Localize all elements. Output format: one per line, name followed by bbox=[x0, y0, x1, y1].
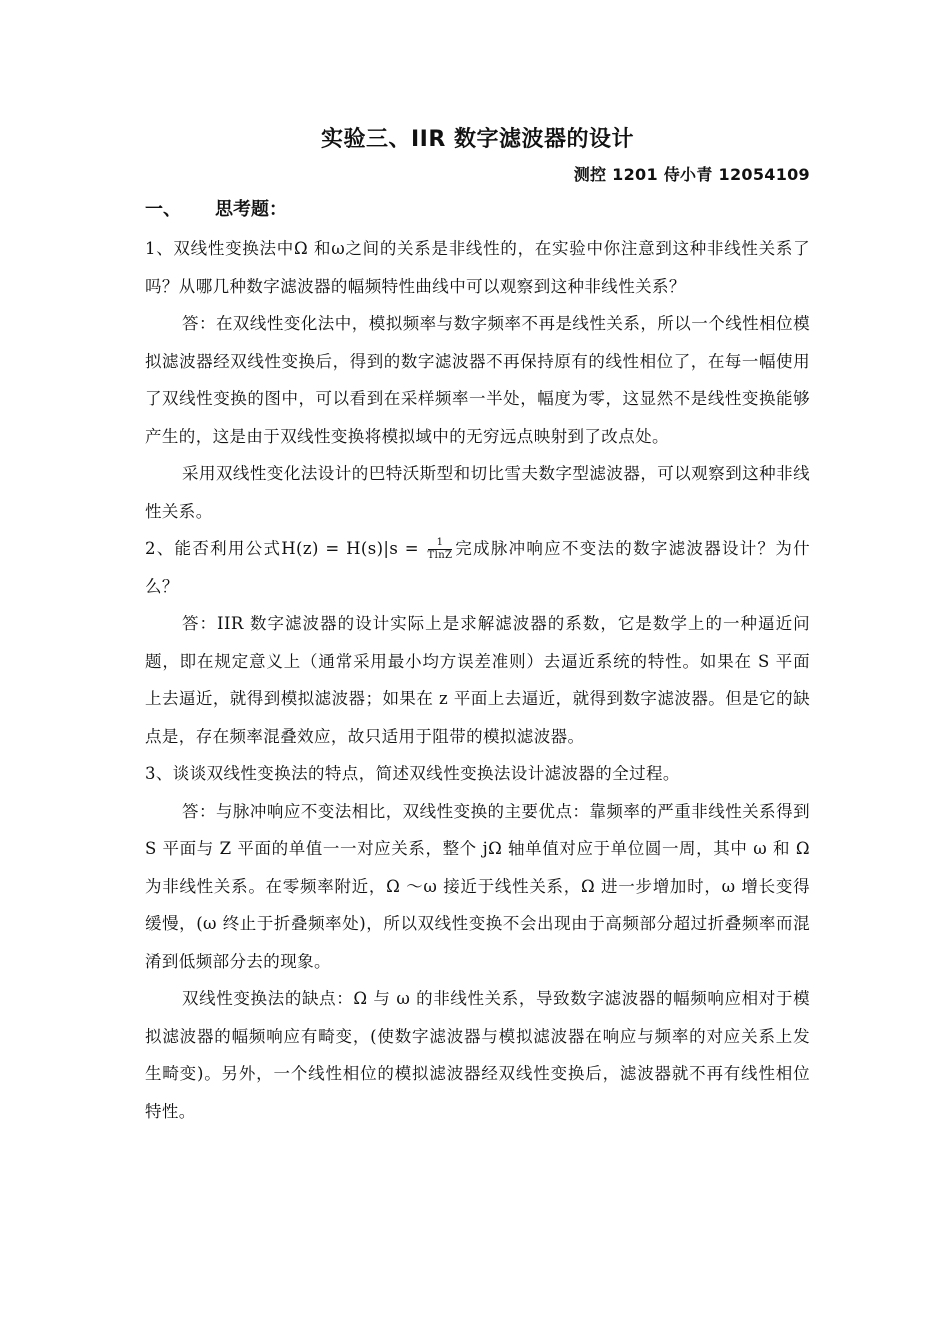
answer-1-paragraph-2: 采用双线性变化法设计的巴特沃斯型和切比雪夫数字型滤波器，可以观察到这种非线性关系。 bbox=[145, 464, 810, 521]
section-number: 一、 bbox=[145, 199, 181, 220]
question-3: 3、谈谈双线性变换法的特点，简述双线性变换法设计滤波器的全过程。 bbox=[145, 764, 680, 783]
section-title: 思考题： bbox=[215, 199, 287, 220]
answer-3-paragraph-1: 答：与脉冲响应不变法相比，双线性变换的主要优点：靠频率的严重非线性关系得到 S 平面与 Z 平面的单值一一对应关系，整个 jΩ 轴单值对应于单位圆一周，其中 ω 和 Ω 为非线性关系。在零频率附近，Ω ～ω 接近于线性关系，Ω 进一步增加时，ω 增长变得缓慢，(ω 终止于折叠频率处)，所以双线性变换不会出现由于高频部分超过折叠频率而混淆到低频部分去的现象。 bbox=[145, 801, 810, 971]
question-2-suffix: 完成脉冲响应不变法的数字滤波器设计？为什么？ bbox=[145, 539, 811, 596]
fraction-denominator: TlnZ bbox=[427, 550, 453, 561]
question-2 bbox=[145, 530, 810, 605]
formula-fraction bbox=[428, 537, 453, 562]
fraction-numerator: 1 bbox=[428, 537, 453, 550]
answer-3-paragraph-2: 双线性变换法的缺点：Ω 与 ω 的非线性关系，导致数字滤波器的幅频响应相对于模拟滤波器的幅频响应有畸变，(使数字滤波器与模拟滤波器在响应与频率的对应关系上发生畸变)。另外，一个线性相位的模拟滤波器经双线性变换后，滤波器就不再有线性相位特性。 bbox=[145, 989, 810, 1121]
author-line: 测控 1201 侍小青 12054109 bbox=[573, 165, 810, 184]
document-page bbox=[145, 120, 810, 1130]
question-2-formula: H(z) = H(s)|s = bbox=[281, 539, 426, 558]
answer-1-paragraph-1: 答：在双线性变化法中，模拟频率与数字频率不再是线性关系，所以一个线性相位模拟滤波器经双线性变换后，得到的数字滤波器不再保持原有的线性相位了，在每一幅使用了双线性变换的图中，可以看到在采样频率一半处，幅度为零，这显然不是线性变换能够产生的，这是由于双线性变换将模拟域中的无穷远点映射到了改点处。 bbox=[145, 314, 810, 446]
section-heading bbox=[145, 190, 810, 230]
question-1: 1、双线性变换法中Ω 和ω之间的关系是非线性的，在实验中你注意到这种非线性关系了吗？从哪几种数字滤波器的幅频特性曲线中可以观察到这种非线性关系？ bbox=[145, 239, 810, 296]
question-2-prefix: 2、能否利用公式 bbox=[145, 539, 282, 558]
answer-2: 答：IIR 数字滤波器的设计实际上是求解滤波器的系数，它是数学上的一种逼近问题，即在规定意义上（通常采用最小均方误差准则）去逼近系统的特性。如果在 S 平面上去逼近，就得到模拟滤波器；如果在 z 平面上去逼近，就得到数字滤波器。但是它的缺点是，存在频率混叠效应，故只适用于阻带的模拟滤波器。 bbox=[145, 614, 810, 746]
document-title: 实验三、IIR 数字滤波器的设计 bbox=[321, 127, 634, 152]
